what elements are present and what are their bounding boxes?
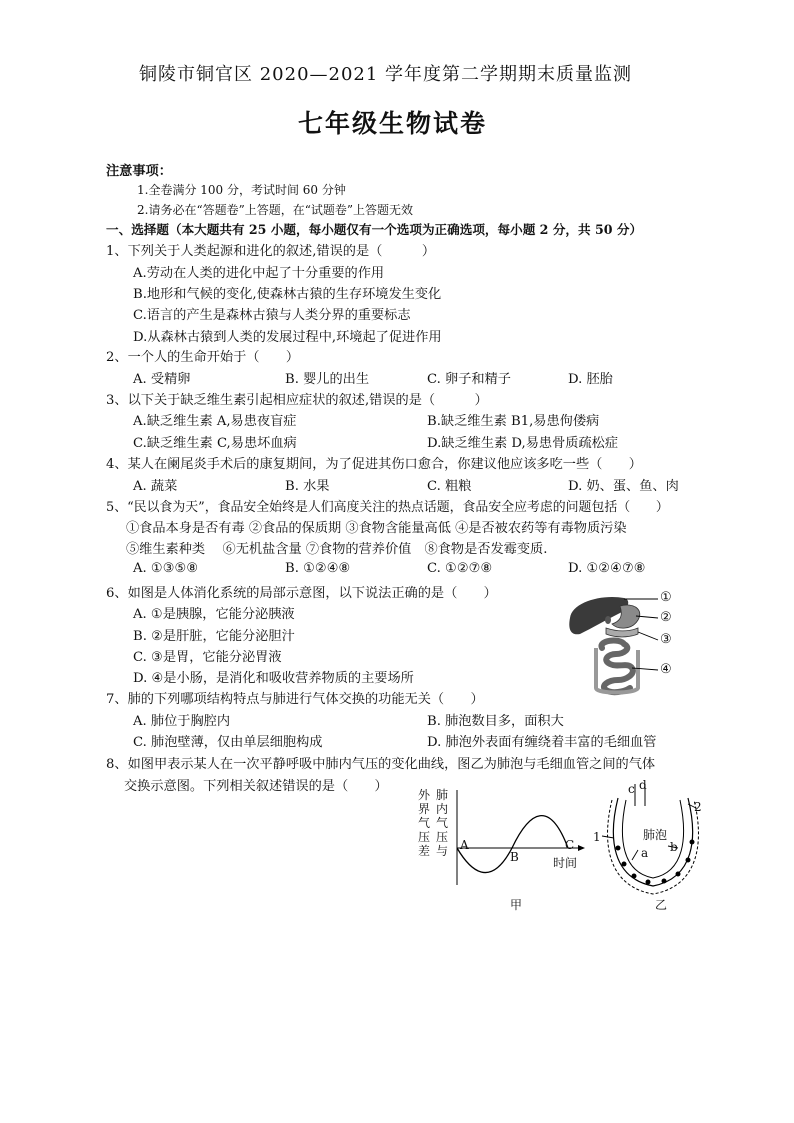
pressure-curve bbox=[457, 816, 568, 873]
question-4-option-d: D. 奶、蛋、鱼、肉 bbox=[568, 479, 679, 494]
question-6-stem: 6、如图是人体消化系统的局部示意图，以下说法正确的是（ ） bbox=[106, 586, 497, 601]
question-6-option-c: C. ③是胃，它能分泌胃液 bbox=[133, 650, 282, 665]
question-2-option-d: D. 胚胎 bbox=[568, 372, 613, 387]
figure-jia-ylabel-col1: 外界气压差 bbox=[418, 788, 431, 858]
figure6-label-3: ③ bbox=[660, 632, 672, 647]
question-6-option-d: D. ④是小肠，是消化和吸收营养物质的主要场所 bbox=[133, 671, 414, 686]
question-6-option-a: A. ①是胰腺，它能分泌胰液 bbox=[133, 607, 295, 622]
question-4-stem: 4、某人在阑尾炎手术后的康复期间，为了促进其伤口愈合，你建议他应该多吃一些（ ） bbox=[106, 457, 642, 472]
figure-yi-label-alveolus: 肺泡 bbox=[643, 828, 668, 842]
pancreas-shape bbox=[606, 628, 638, 637]
question-2-option-b: B. 婴儿的出生 bbox=[285, 372, 370, 387]
figure-yi-label-2: 2 bbox=[694, 800, 702, 814]
figure-yi-caption: 乙 bbox=[655, 898, 668, 912]
question-2-option-a: A. 受精卵 bbox=[133, 372, 191, 387]
question-4-option-b: B. 水果 bbox=[285, 479, 330, 494]
question-7-option-c: C. 肺泡壁薄，仅由单层细胞构成 bbox=[133, 735, 323, 750]
question-1-option-c: C.语言的产生是森林古猿与人类分界的重要标志 bbox=[133, 308, 411, 323]
notice-heading: 注意事项： bbox=[106, 164, 172, 179]
question-7-stem: 7、肺的下列哪项结构特点与肺进行气体交换的功能无关（ ） bbox=[106, 692, 484, 707]
question-1-option-b: B.地形和气候的变化,使森林古猿的生存环境发生变化 bbox=[133, 287, 442, 302]
small-intestine-shape bbox=[602, 641, 633, 693]
question-5-option-c: C. ①②⑦⑧ bbox=[427, 561, 493, 576]
figure6-label-2: ② bbox=[660, 610, 672, 625]
section-heading: 一、选择题（本大题共有 25 小题，每小题仅有一个选项为正确选项，每小题 2 分，共 50 分） bbox=[106, 222, 643, 237]
figure-yi-label-b: b bbox=[670, 840, 678, 854]
figure-jia-caption: 甲 bbox=[510, 898, 523, 912]
question-4-option-a: A. 蔬菜 bbox=[133, 479, 178, 494]
exam-subtitle: 七年级生物试卷 bbox=[298, 109, 488, 138]
question-3-stem: 3、以下关于缺乏维生素引起相应症状的叙述,错误的是（ ） bbox=[106, 393, 488, 408]
figure-jia-xlabel: 时间 bbox=[553, 856, 578, 870]
question-8-stem: 8、如图甲表示某人在一次平静呼吸中肺内气压的变化曲线，图乙为肺泡与毛细血管之间的气体 bbox=[106, 757, 656, 772]
notice-item-2: 2.请务必在“答题卷”上答题，在“试题卷”上答题无效 bbox=[137, 203, 413, 217]
figure-jia-point-c: C bbox=[565, 838, 575, 852]
question-5-option-b: B. ①②④⑧ bbox=[285, 561, 351, 576]
question-3-option-c: C.缺乏维生素 C,易患坏血病 bbox=[133, 436, 297, 451]
question-8-stem-cont: 交换示意图。下列相关叙述错误的是（ ） bbox=[124, 779, 388, 794]
question-1-option-a: A.劳动在人类的进化中起了十分重要的作用 bbox=[133, 266, 385, 281]
question-7-option-a: A. 肺位于胸腔内 bbox=[133, 714, 231, 729]
question-5-option-a: A. ①③⑤⑧ bbox=[133, 561, 199, 576]
figure-jia-point-a: A bbox=[460, 838, 469, 852]
question-3-option-d: D.缺乏维生素 D,易患骨质疏松症 bbox=[427, 436, 619, 451]
question-6-option-b: B. ②是肝脏，它能分泌胆汁 bbox=[133, 629, 295, 644]
question-5-stem: 5、“民以食为天”，食品安全始终是人们高度关注的热点话题，食品安全应考虑的问题包括（ ） bbox=[106, 500, 669, 515]
notice-item-1: 1.全卷满分 100 分，考试时间 60 分钟 bbox=[137, 183, 346, 197]
question-1-option-d: D.从森林古猿到人类的发展过程中,环境起了促进作用 bbox=[133, 330, 442, 345]
question-3-option-b: B.缺乏维生素 B1,易患佝偻病 bbox=[427, 414, 600, 429]
question-4-option-c: C. 粗粮 bbox=[427, 479, 472, 494]
question-7-option-b: B. 肺泡数目多，面积大 bbox=[427, 714, 564, 729]
figure-yi-label-a: a bbox=[641, 846, 649, 860]
question-5-line-1: ①食品本身是否有毒 ②食品的保质期 ③食物含能量高低 ④是否被农药等有毒物质污染 bbox=[126, 521, 627, 536]
question-3-option-a: A.缺乏维生素 A,易患夜盲症 bbox=[133, 414, 297, 429]
question-2-stem: 2、一个人的生命开始于（ ） bbox=[106, 350, 300, 365]
question-5-option-d: D. ①②④⑦⑧ bbox=[568, 561, 646, 576]
figure6-label-1: ① bbox=[660, 590, 672, 605]
figure-yi-label-d: d bbox=[639, 778, 647, 792]
question-7-option-d: D. 肺泡外表面有缠绕着丰富的毛细血管 bbox=[427, 735, 657, 750]
figure-yi-label-1: 1 bbox=[593, 830, 601, 844]
gallbladder-shape bbox=[605, 616, 611, 624]
figure-jia-point-b: B bbox=[510, 850, 519, 864]
exam-header-title: 铜陵市铜官区 2020—2021 学年度第二学期期末质量监测 bbox=[139, 64, 633, 85]
figure6-label-4: ④ bbox=[660, 662, 672, 677]
question-2-option-c: C. 卵子和精子 bbox=[427, 372, 511, 387]
figure-yi-label-c: c bbox=[628, 782, 635, 796]
figure-jia-ylabel-col2: 肺内气压与 bbox=[436, 788, 449, 858]
question-1-stem: 1、下列关于人类起源和进化的叙述,错误的是（ ） bbox=[106, 244, 436, 259]
question-5-line-2: ⑤维生素种类 ⑥无机盐含量 ⑦食物的营养价值 ⑧食物是否发霉变质. bbox=[126, 542, 548, 557]
liver-shape bbox=[569, 597, 628, 634]
